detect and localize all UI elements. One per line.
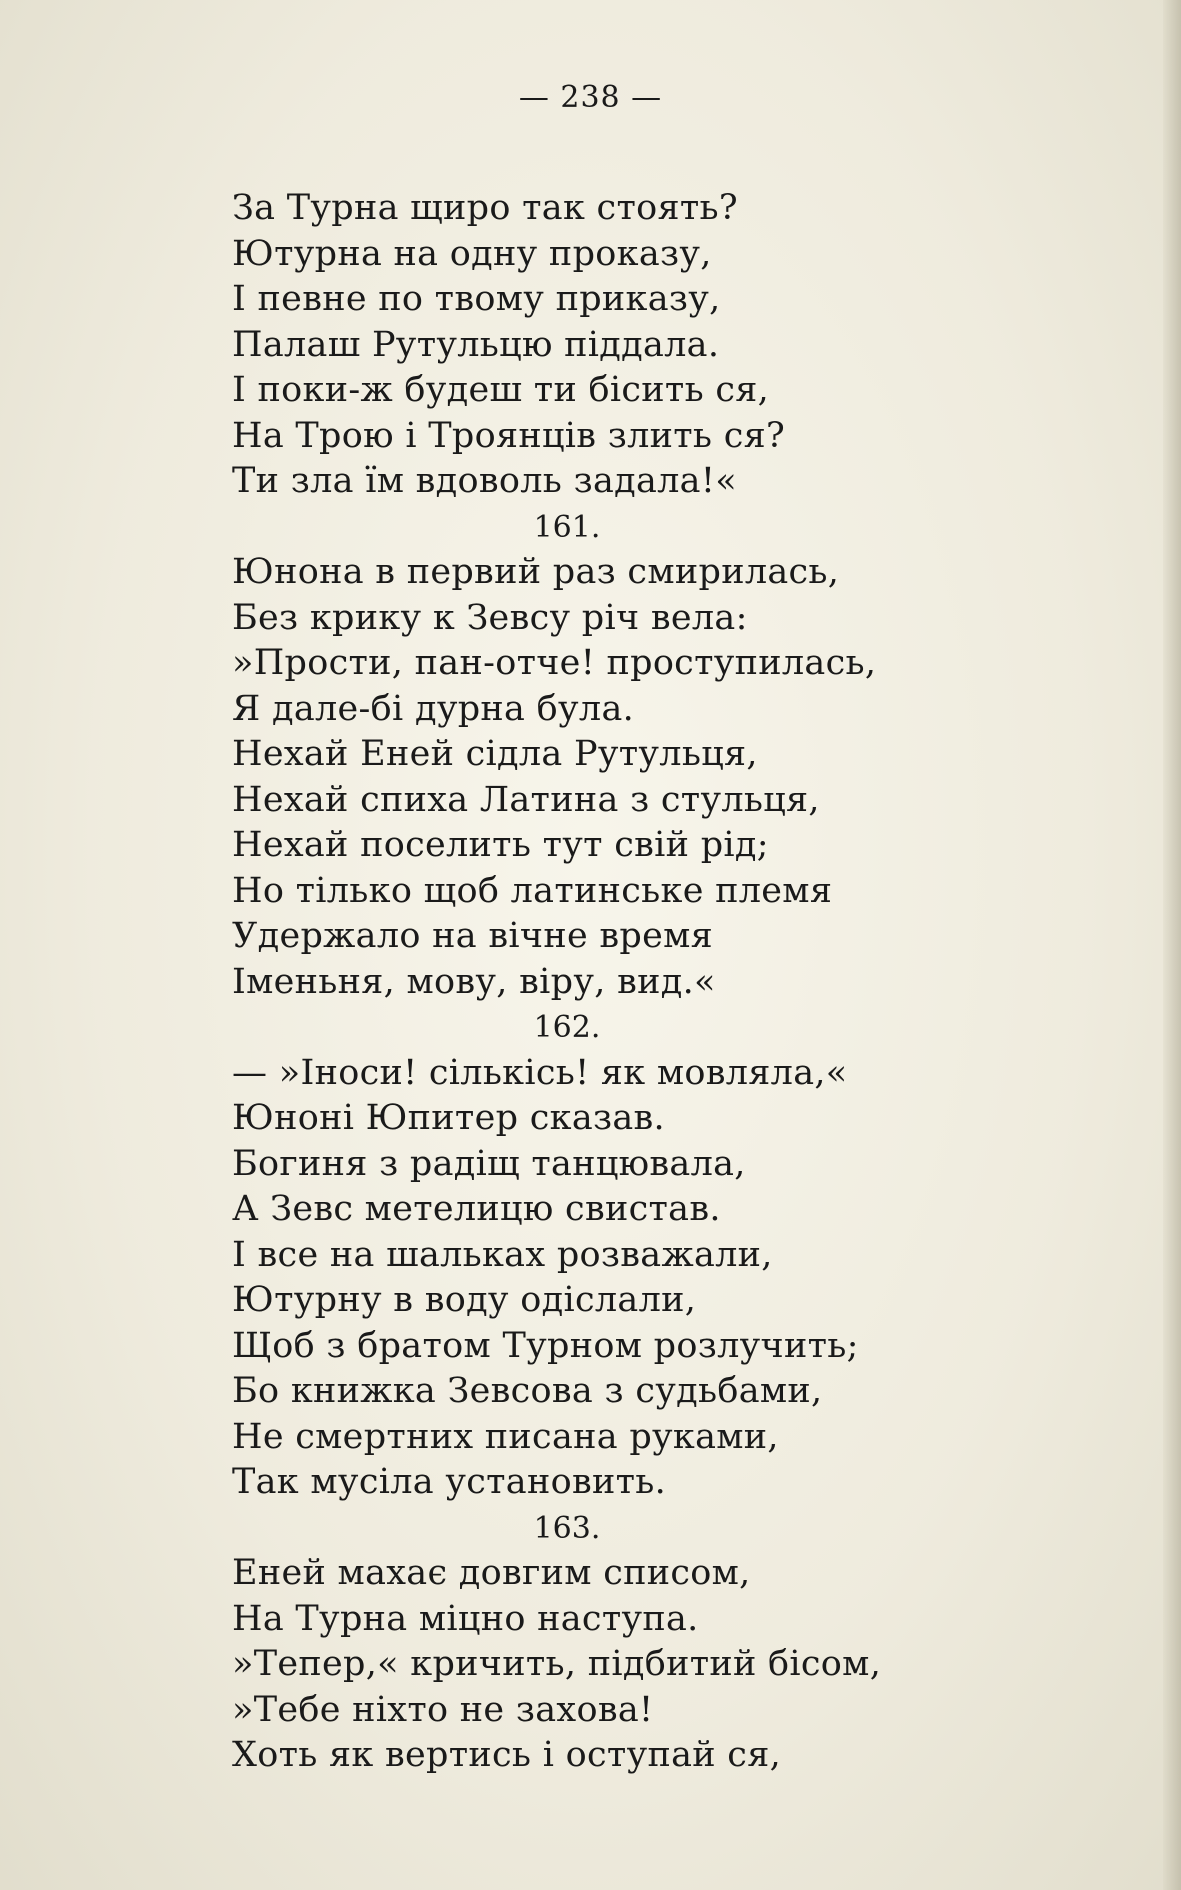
verse-line: Удержало на вічне время (232, 916, 714, 956)
verse-line: Нехай спиха Латина з стульця, (232, 779, 820, 820)
verse-line: Бо книжка Зевсова з судьбами, (232, 1371, 823, 1411)
verse-line: Так мусіла установить. (232, 1462, 667, 1502)
page-edge-shadow (1163, 0, 1181, 1890)
verse-line: Ютурна на одну проказу, (232, 233, 712, 274)
verse-line: Не смертних писана руками, (232, 1416, 779, 1457)
verse-line: Еней махає довгим списом, (232, 1553, 751, 1593)
verse-line: Ютурну в воду одіслали, (232, 1280, 697, 1320)
verse-line: За Турна щиро так стоять? (232, 188, 738, 228)
verse-line: Но тілько щоб латинське племя (232, 870, 833, 911)
verse-line: Я дале-бі дурна була. (232, 688, 635, 729)
verse-line: »Тепер,« кричить, підбитий бісом, (232, 1644, 882, 1684)
verse-line: На Трою і Троянців злить ся? (232, 415, 786, 456)
verse-line: Юнона в первий раз смирилась, (232, 552, 840, 592)
stanza-number: 162. (533, 1010, 601, 1045)
stanza-number: 163. (533, 1510, 601, 1546)
verse-line: На Турна міцно наступа. (232, 1598, 699, 1639)
stanza-number: 161. (533, 509, 601, 545)
verse-line: І все на шальках розважали, (232, 1234, 773, 1275)
verse-line: Богиня з радіщ танцювала, (232, 1143, 746, 1184)
page-number: — 238 — (518, 80, 663, 115)
verse-line: Хоть як вертись і оступай ся, (232, 1735, 782, 1775)
verse-line: І поки-ж будеш ти бісить ся, (232, 370, 770, 410)
verse-line: — »Іноси! сількісь! як мовляла,« (232, 1052, 848, 1093)
verse-line: Іменьня, мову, віру, вид.« (232, 961, 716, 1002)
verse-line: Нехай Еней сідла Рутульця, (232, 734, 758, 774)
verse-line: »Тебе ніхто не захова! (232, 1689, 654, 1730)
verse-line: »Прости, пан-отче! проступилась, (232, 643, 877, 683)
verse-line: Юноні Юпитер сказав. (232, 1098, 665, 1138)
verse-line: Нехай поселить тут свій рід; (232, 825, 769, 865)
verse-line: Без крику к Зевсу річ вела: (232, 597, 748, 638)
verse-line: Ти зла їм вдоволь задала!« (232, 461, 737, 501)
poem-text-block (232, 186, 992, 1779)
verse-line: Палаш Рутульцю піддала. (232, 324, 720, 365)
verse-line: Щоб з братом Турном розлучить; (232, 1325, 859, 1366)
verse-line: А Зевс метелицю свистав. (232, 1189, 721, 1229)
verse-line: І певне по твому приказу, (232, 279, 721, 319)
